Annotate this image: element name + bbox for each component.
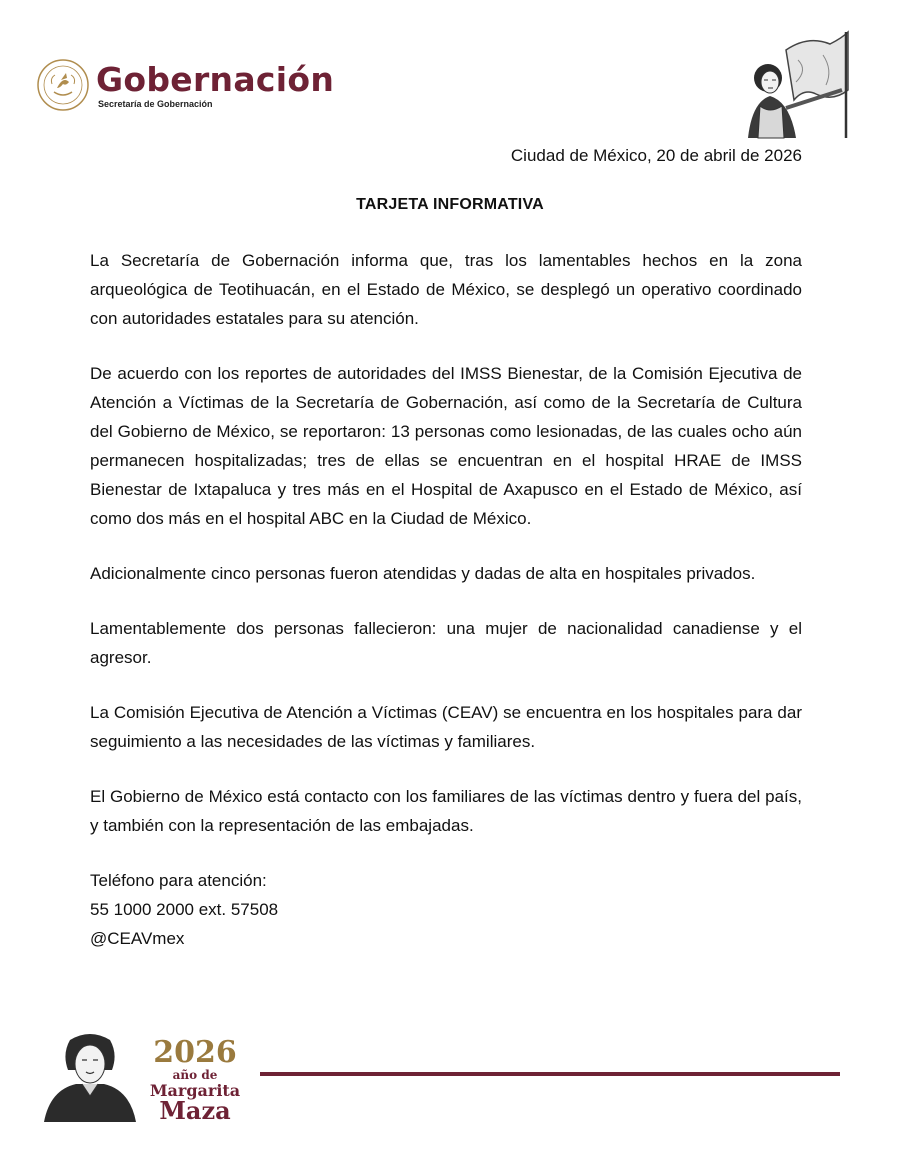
- paragraph: La Comisión Ejecutiva de Atención a Víctimas (CEAV) se encuentra en los hospitales para dar seguimiento a las necesidades de las víctimas y familiares.: [90, 703, 802, 751]
- margarita-maza-portrait-icon: [42, 1030, 138, 1122]
- paragraph: Lamentablemente dos personas fallecieron: una mujer de nacionalidad canadiense y el agresor.: [90, 619, 802, 667]
- footer-divider: [260, 1072, 840, 1076]
- paragraph: El Gobierno de México está contacto con los familiares de las víctimas dentro y fuera del país, y también con la representación de las embajadas.: [90, 787, 802, 835]
- paragraph: La Secretaría de Gobernación informa que, tras los lamentables hechos en la zona arqueológica de Teotihuacán, en el Estado de México, se desplegó un operativo coordinado con autoridades estatales para su atención.: [90, 251, 802, 328]
- gobernacion-logo: [36, 58, 334, 112]
- date-line: Ciudad de México, 20 de abril de 2026: [510, 146, 802, 165]
- year-line-1: año de: [172, 1068, 218, 1082]
- contact-label: Teléfono para atención:: [90, 871, 267, 890]
- document-body: [90, 246, 802, 953]
- year-number: 2026: [153, 1035, 237, 1070]
- year-line-3: Maza: [159, 1096, 231, 1125]
- year-line-2: Margarita: [149, 1081, 241, 1100]
- national-seal-icon: [36, 58, 90, 112]
- brand-subtitle: Secretaría de Gobernación: [98, 98, 213, 109]
- brand-name: Gobernación: [96, 59, 335, 99]
- paragraph: De acuerdo con los reportes de autoridades del IMSS Bienestar, de la Comisión Ejecutiva de Atención a Víctimas de la Secretaría de Gobernación, así como de la Secretaría de Cultura del Gobierno de México, se reportaron: 13 personas como lesionadas, de las cuales ocho aún permanecen hospitalizadas; tres de ellas se encuentran en el hospital HRAE de IMSS Bienestar de Ixtapaluca y tres más en el Hospital de Axapusco en el Estado de México, así como dos más en el hospital ABC en la Ciudad de México.: [90, 364, 802, 528]
- paragraph: Adicionalmente cinco personas fueron atendidas y dadas de alta en hospitales privados.: [90, 564, 756, 583]
- year-emblem: [140, 1035, 250, 1125]
- document-title: TARJETA INFORMATIVA: [356, 196, 544, 213]
- flag-bearer-illustration-icon: [738, 30, 852, 140]
- contact-phone: 55 1000 2000 ext. 57508: [90, 900, 279, 919]
- contact-handle: @CEAVmex: [90, 929, 185, 948]
- contact-block: [90, 866, 802, 953]
